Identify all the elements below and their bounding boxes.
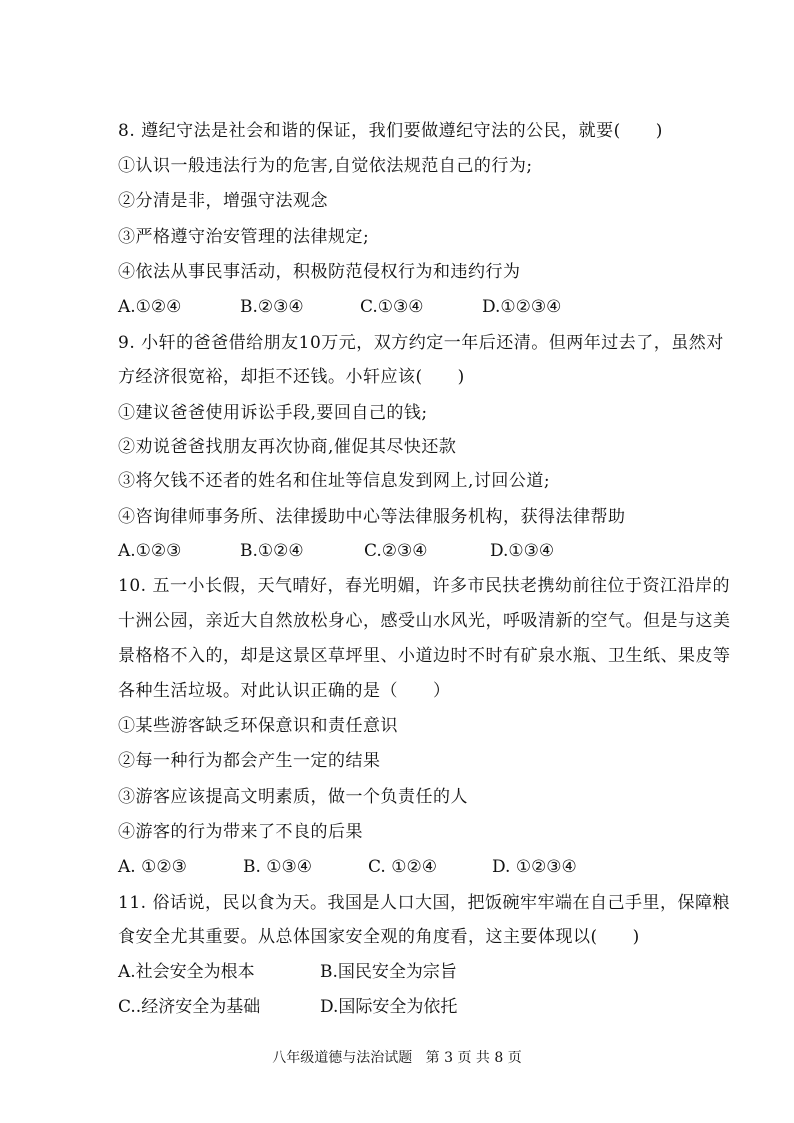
q9-stem-line-1: 9. 小轩的爸爸借给朋友10万元，双方约定一年后还清。但两年过去了，虽然对: [118, 333, 724, 353]
q9-stem-line-2: 方经济很宽裕，却拒不还钱。小轩应该( ): [118, 367, 465, 387]
q10-option-c: C. ①②④: [368, 857, 437, 877]
q9-option-d: D.①③④: [490, 541, 555, 561]
q10-stem-line-1: 10. 五一小长假，天气晴好，春光明媚，许多市民扶老携幼前往位于资江沿岸的: [118, 576, 730, 596]
q8-option-a: A.①②④: [118, 297, 182, 317]
footer-page-number: 第 3 页 共 8 页: [425, 1050, 522, 1066]
q11-stem-line-1: 11. 俗话说，民以食为天。我国是人口大国，把饭碗牢牢端在自己手里，保障粮: [118, 893, 730, 913]
q10-stem-line-4: 各种生活垃圾。对此认识正确的是（ ）: [118, 681, 451, 701]
q8-option-d: D.①②③④: [482, 297, 562, 317]
q9-item-4: ④咨询律师事务所、法律援助中心等法律服务机构，获得法律帮助: [118, 507, 626, 527]
q8-item-1: ①认识一般违法行为的危害,自觉依法规范自己的行为;: [118, 156, 533, 176]
q9-option-a: A.①②③: [118, 541, 182, 561]
footer-subject: 八年级道德与法治试题: [272, 1050, 413, 1066]
q8-item-2: ②分清是非，增强守法观念: [118, 191, 328, 211]
q11-option-a: A.社会安全为根本: [118, 962, 255, 982]
q10-item-1: ①某些游客缺乏环保意识和责任意识: [118, 716, 398, 736]
q9-item-2: ②劝说爸爸找朋友再次协商,催促其尽快还款: [118, 437, 457, 457]
q10-item-3: ③游客应该提高文明素质，做一个负责任的人: [118, 787, 468, 807]
q8-stem: 8. 遵纪守法是社会和谐的保证，我们要做遵纪守法的公民，就要( ): [118, 121, 663, 141]
q9-option-c: C.②③④: [364, 541, 428, 561]
q11-option-c: C..经济安全为基础: [118, 997, 261, 1017]
q8-item-3: ③严格遵守治安管理的法律规定;: [118, 227, 370, 247]
q10-option-d: D. ①②③④: [492, 857, 577, 877]
q10-option-b: B. ①③④: [243, 857, 313, 877]
q11-stem-line-2: 食安全尤其重要。从总体国家安全观的角度看，这主要体现以( ): [118, 927, 640, 947]
q10-item-4: ④游客的行为带来了不良的后果: [118, 822, 363, 842]
page-footer: [0, 1048, 794, 1068]
q10-item-2: ②每一种行为都会产生一定的结果: [118, 751, 381, 771]
q8-item-4: ④依法从事民事活动，积极防范侵权行为和违约行为: [118, 262, 521, 282]
q9-item-1: ①建议爸爸使用诉讼手段,要回自己的钱;: [118, 403, 428, 423]
q11-option-b: B.国民安全为宗旨: [320, 962, 457, 982]
q9-item-3: ③将欠钱不还者的姓名和住址等信息发到网上,讨回公道;: [118, 471, 551, 491]
q8-option-c: C.①③④: [360, 297, 424, 317]
q10-stem-line-2: 十洲公园，亲近大自然放松身心，感受山水风光，呼吸清新的空气。但是与这美: [118, 611, 731, 631]
q10-option-a: A. ①②③: [118, 857, 187, 877]
q8-option-b: B.②③④: [240, 297, 304, 317]
q9-option-b: B.①②④: [240, 541, 304, 561]
q11-option-d: D.国际安全为依托: [320, 997, 458, 1017]
q10-stem-line-3: 景格格不入的，却是这景区草坪里、小道边时不时有矿泉水瓶、卫生纸、果皮等: [118, 646, 731, 666]
